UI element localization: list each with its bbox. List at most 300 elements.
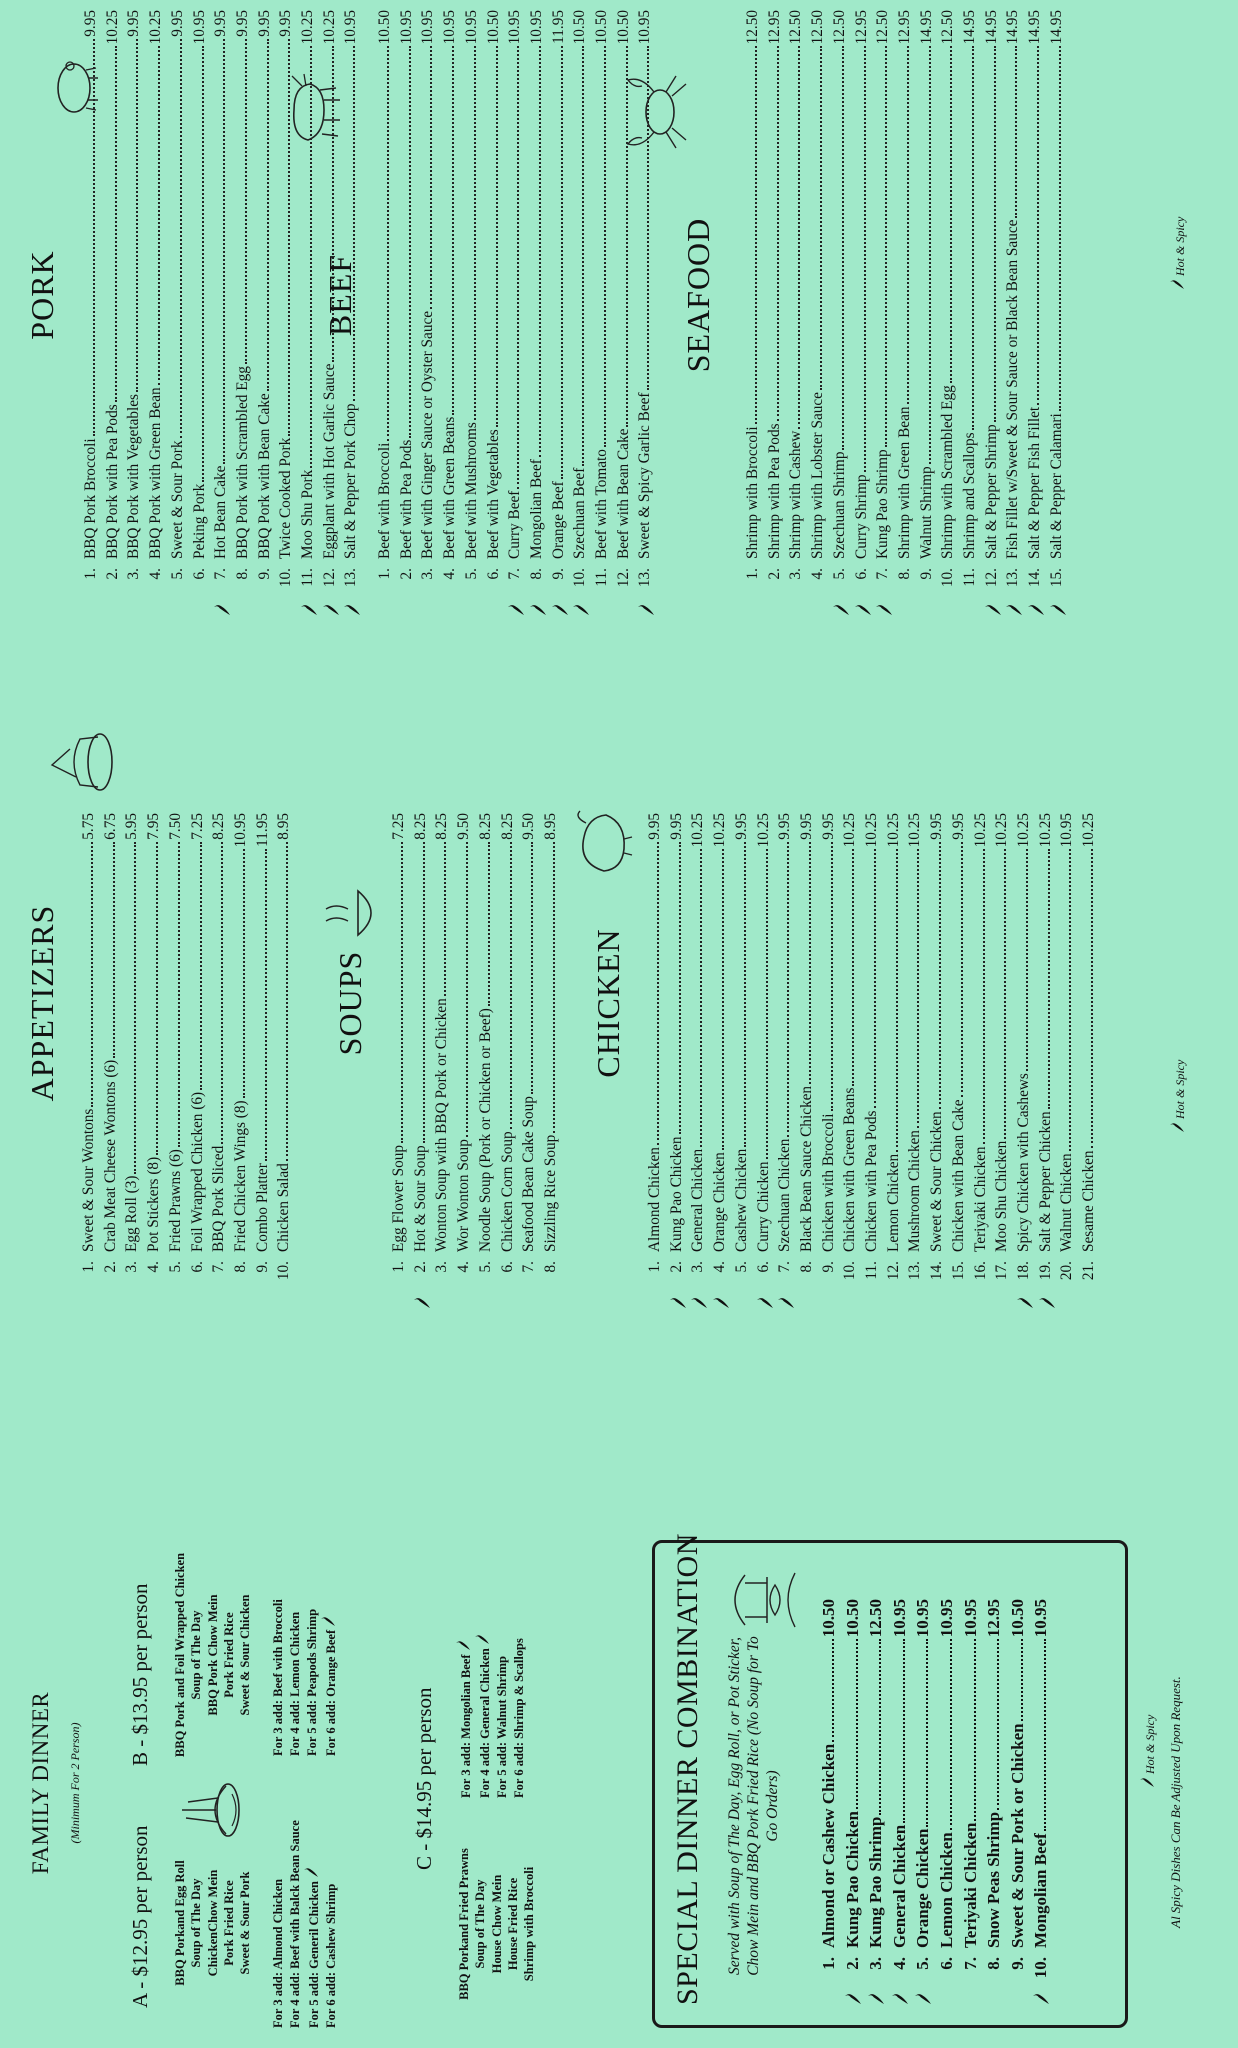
menu-item-name: Kung Pao Shrimp — [874, 449, 892, 559]
dot-leader — [700, 849, 702, 1146]
menu-item-price: 10.50 — [1007, 1599, 1027, 1638]
chili-pepper-icon — [475, 1634, 489, 1645]
menu-item-name: Curry Beef — [506, 490, 524, 559]
dot-leader — [950, 1639, 952, 1830]
dot-leader — [832, 1639, 834, 1742]
menu-item-price: 10.95 — [342, 10, 360, 45]
menu-item-number: 11. — [593, 568, 611, 587]
dot-leader — [496, 46, 498, 427]
dot-leader — [91, 842, 93, 1107]
menu-item-number: 1. — [82, 568, 99, 580]
menu-item-number: 6. — [190, 568, 208, 580]
menu-item-name: Orange Chicken — [711, 1152, 729, 1252]
menu-item-price: 9.95 — [949, 813, 967, 840]
menu-item-price: 14.95 — [1004, 10, 1022, 45]
chili-pepper-icon — [1039, 1295, 1055, 1311]
menu-item-price: 10.25 — [1036, 813, 1054, 848]
menu-item-name: Sizzling Rice Soup — [541, 1134, 559, 1252]
menu-item-number: 2. — [397, 568, 415, 580]
menu-item-number: 8. — [541, 1261, 559, 1273]
appetizers-item — [230, 813, 252, 1283]
legend-hot-spicy-2 — [1170, 1060, 1188, 1133]
dot-leader — [777, 46, 779, 421]
pork-column — [0, 0, 1238, 590]
chili-pepper-icon — [508, 602, 524, 618]
special-dinner-item — [982, 1599, 1006, 1979]
dot-leader — [134, 842, 136, 1174]
beef-item — [504, 10, 526, 590]
menu-item-name: Hot & Sour Soup — [411, 1145, 429, 1252]
chili-pepper-icon — [845, 1991, 861, 2007]
chili-pepper-icon — [833, 602, 849, 618]
cake-stand-icon — [40, 727, 120, 797]
dot-leader — [744, 842, 746, 1147]
menu-item-number: 2. — [842, 1957, 862, 1970]
pork-item — [145, 10, 167, 590]
menu-item-name: Peking Pork — [190, 483, 208, 559]
chili-pepper-icon — [1140, 1777, 1154, 1788]
dot-leader — [286, 842, 288, 1161]
menu-item-price: 7.25 — [188, 813, 206, 840]
plan-b-add: For 3 add: Beef with Broccoli — [271, 1599, 285, 1756]
menu-item-number: 9. — [1007, 1957, 1027, 1970]
menu-item-name: Pot Stickers (8) — [145, 1156, 163, 1252]
soups-item — [518, 813, 540, 1283]
menu-item-number: 5. — [476, 1261, 494, 1273]
chili-pepper-icon — [1170, 1122, 1184, 1133]
seafood-title: SEAFOOD — [680, 217, 716, 373]
seafood-item — [785, 10, 807, 590]
plan-a-items — [172, 1818, 253, 2028]
special-dinner-title: SPECIAL DINNER COMBINATION — [671, 1533, 704, 2005]
menu-item-name: Chicken with Broccoli — [819, 1113, 837, 1252]
menu-item-name: Sweet & Sour Pork — [168, 440, 186, 559]
special-dinner-item — [911, 1599, 935, 1979]
menu-item-name: Szechuan Shrimp — [830, 451, 848, 559]
dot-leader — [561, 46, 563, 479]
soups-item — [410, 813, 432, 1283]
chicken-item — [926, 813, 948, 1283]
appetizers-item — [273, 813, 295, 1283]
menu-item-price: 10.95 — [936, 1599, 956, 1638]
chili-pepper-icon — [1050, 602, 1066, 618]
menu-item-number: 12. — [320, 568, 338, 588]
menu-item-name: Fried Prawns (6) — [166, 1149, 184, 1252]
seafood-item — [916, 10, 938, 590]
menu-item-name: BBQ Pork with Scrambled Egg — [233, 366, 251, 559]
menu-item-name: Salt & Pepper Pork Chop — [342, 403, 360, 559]
menu-item-price: 10.25 — [906, 813, 924, 848]
seafood-item — [872, 10, 894, 590]
legend-hot-spicy-text: Hot & Spicy — [1173, 216, 1187, 276]
menu-item-price: 14.95 — [961, 10, 979, 45]
menu-item-number: 7. — [210, 1261, 228, 1273]
menu-item-number: 6. — [754, 1261, 772, 1273]
special-dinner-item — [1029, 1599, 1053, 1979]
menu-item-number: 11. — [961, 568, 979, 587]
dot-leader — [974, 1639, 976, 1820]
chili-pepper-icon — [892, 1991, 908, 2007]
plan-a-add: For 3 add: Almond Chicken — [271, 1878, 285, 2028]
plan-a-add — [304, 1788, 323, 2028]
menu-item-name: BBQ Pork Broccoli — [82, 438, 99, 559]
dot-leader — [156, 842, 158, 1155]
spicy-adjust-note: Al Spicy Dishes Can Be Adjusted Upon Request. — [1168, 1676, 1183, 1928]
menu-item-number: 12. — [982, 568, 1000, 588]
plan-c-items — [456, 1824, 537, 2024]
menu-item-price: 8.25 — [411, 813, 429, 840]
menu-item-number: 3. — [123, 1261, 141, 1273]
menu-item-price: 14.95 — [917, 10, 935, 45]
seafood-item — [981, 10, 1003, 590]
menu-item-name: Chicken Corn Soup — [498, 1131, 516, 1252]
menu-item-price: 10.95 — [889, 1599, 909, 1638]
chili-pepper-icon — [323, 602, 339, 618]
pork-item — [102, 10, 124, 590]
menu-item-name: Kung Pao Shrimp — [866, 1816, 886, 1948]
menu-item-name: Sweet & Sour Pork or Chicken — [1007, 1723, 1027, 1948]
menu-item-price: 10.95 — [913, 1599, 933, 1638]
menu-item-number: 16. — [971, 1261, 989, 1281]
plan-c-item: House Chow Mein — [489, 1874, 504, 1974]
dot-leader — [488, 842, 490, 1006]
menu-item-name: Szechuan Beef — [571, 467, 589, 559]
menu-item-number: 13. — [636, 568, 654, 588]
plan-a-add: For 4 add: Beef with Balck Bean Sauce — [288, 1820, 302, 2028]
chicken-item — [687, 813, 709, 1283]
appetizers-item — [121, 813, 143, 1283]
menu-item-name: Twice Cooked Pork — [277, 437, 295, 559]
special-dinner-list — [817, 1599, 1053, 1979]
chili-pepper-icon — [214, 602, 230, 618]
menu-item-number: 3. — [125, 568, 143, 580]
menu-item-number: 8. — [797, 1261, 815, 1273]
chili-pepper-icon — [1170, 279, 1184, 290]
dot-leader — [243, 849, 245, 1098]
soups-item — [453, 813, 475, 1283]
menu-item-name: Curry Shrimp — [852, 474, 870, 559]
menu-item-number: 10. — [275, 1261, 293, 1281]
plan-a-adds — [270, 1788, 340, 2028]
menu-item-name: General Chicken — [689, 1148, 707, 1252]
chili-pepper-icon — [552, 602, 568, 618]
dot-leader — [1059, 46, 1061, 411]
menu-item-price: 10.95 — [190, 10, 208, 45]
menu-item-name: Wonton Soup with BBQ Pork or Chicken — [433, 998, 451, 1252]
menu-item-price: 10.95 — [1031, 1599, 1051, 1638]
chicken-item — [753, 813, 775, 1283]
menu-item-name: Chicken Salad — [275, 1163, 293, 1252]
menu-item-number: 8. — [231, 1261, 249, 1273]
menu-item-number: 2. — [103, 568, 121, 580]
dot-leader — [245, 39, 247, 364]
dot-leader — [517, 46, 519, 488]
menu-item-number: 7. — [776, 1261, 794, 1273]
menu-item-price: 10.25 — [299, 10, 317, 45]
menu-item-number: 18. — [1014, 1261, 1032, 1281]
menu-item-price: 10.25 — [147, 10, 165, 45]
menu-item-price: 12.50 — [744, 10, 761, 45]
dot-leader — [539, 46, 541, 457]
menu-item-name: Moo Shu Pork — [299, 469, 317, 559]
chicken-item — [883, 813, 905, 1283]
seafood-list — [742, 10, 1068, 590]
menu-item-name: Walnut Chicken — [1058, 1153, 1076, 1252]
menu-item-name: Kung Pao Chicken — [842, 1811, 862, 1948]
menu-item-number: 5. — [913, 1957, 933, 1970]
special-dinner-item — [888, 1599, 912, 1979]
menu-item-price: 9.95 — [82, 10, 99, 37]
appetizers-column — [0, 723, 1238, 1283]
menu-item-name: Chicken with Bean Cake — [949, 1099, 967, 1252]
chili-pepper-icon — [855, 602, 871, 618]
beef-list — [374, 10, 656, 590]
plan-c-label: C - $14.95 per person — [412, 1687, 436, 1870]
dot-leader — [907, 46, 909, 404]
menu-item-name: Cashew Chicken — [732, 1148, 750, 1252]
dot-leader — [809, 842, 811, 1084]
plan-c-item: Shrimp with Broccoli — [522, 1866, 537, 1982]
dot-leader — [820, 46, 822, 390]
menu-item-price: 10.95 — [1058, 813, 1076, 848]
menu-item-number: 6. — [188, 1261, 206, 1273]
menu-item-number: 13. — [906, 1261, 924, 1281]
menu-item-price: 11.95 — [253, 813, 271, 847]
soups-item — [431, 813, 453, 1283]
chili-pepper-icon — [1033, 1991, 1049, 2007]
plan-b-label: B - $13.95 per person — [128, 1583, 152, 1766]
dot-leader — [1091, 849, 1093, 1148]
seafood-item — [894, 10, 916, 590]
menu-item-number: 5. — [166, 1261, 184, 1273]
dot-leader — [874, 849, 876, 1108]
chicken-item — [796, 813, 818, 1283]
menu-item-name: Sweet & Sour Chicken — [928, 1111, 946, 1252]
menu-item-name: Chicken with Pea Pods — [863, 1110, 881, 1252]
beef-item — [569, 10, 591, 590]
menu-item-price: 14.95 — [982, 10, 1000, 45]
menu-item-name: Salt & Pepper Chicken — [1036, 1111, 1054, 1252]
chicken-item — [731, 813, 753, 1283]
seafood-item — [959, 10, 981, 590]
menu-item-number: 1. — [80, 1261, 97, 1273]
chicken-item — [818, 813, 840, 1283]
menu-item-name: Lemon Chicken — [936, 1832, 956, 1948]
menu-item-number: 12. — [614, 568, 632, 588]
menu-item-price: 10.50 — [593, 10, 611, 45]
menu-item-name: Beef with Vegetables — [484, 429, 502, 559]
dot-leader — [387, 46, 389, 440]
chili-pepper-icon — [304, 1867, 318, 1878]
menu-item-price: 7.50 — [166, 813, 184, 840]
menu-item-name: Orange Beef — [549, 481, 567, 559]
menu-item-number: 9. — [917, 568, 935, 580]
special-dinner-box — [652, 1533, 1128, 2028]
dot-leader — [202, 46, 204, 481]
plan-c-add — [456, 1538, 475, 1798]
menu-item-price: 8.25 — [433, 813, 451, 840]
pork-item — [232, 10, 254, 590]
menu-item-number: 2. — [411, 1261, 429, 1273]
menu-item-price: 10.95 — [419, 10, 437, 45]
menu-item-name: Lemon Chicken — [884, 1153, 902, 1252]
menu-item-name: Kung Pao Chicken — [667, 1136, 685, 1252]
menu-item-number: 8. — [984, 1957, 1004, 1970]
dot-leader — [553, 842, 555, 1133]
plan-b-add-text: For 6 add: Orange Beef — [324, 1629, 338, 1756]
chili-pepper-icon — [868, 1991, 884, 2007]
chicken-item — [1035, 813, 1057, 1283]
chicken-item — [839, 813, 861, 1283]
menu-item-price: 12.50 — [809, 10, 827, 45]
menu-item-price: 9.95 — [776, 813, 794, 840]
seafood-item — [1024, 10, 1046, 590]
legend-hot-spicy-text: Hot & Spicy — [1143, 1714, 1157, 1774]
special-dinner-item — [935, 1599, 959, 1979]
plan-b-add — [321, 1526, 340, 1756]
appetizers-list — [78, 813, 295, 1283]
menu-item-number: 9. — [255, 568, 273, 580]
plan-a-add: For 6 add: Cashew Shrimp — [324, 1883, 338, 2028]
menu-item-name: Orange Chicken — [913, 1828, 933, 1948]
dot-leader — [1069, 849, 1071, 1151]
dot-leader — [997, 1639, 999, 1810]
dot-leader — [221, 842, 223, 1144]
appetizers-item — [100, 813, 122, 1283]
menu-item-name: Teriyaki Chicken — [971, 1146, 989, 1252]
beef-title: BEEF — [322, 253, 358, 337]
chili-pepper-icon — [456, 1640, 470, 1651]
menu-item-name: Chicken with Green Beans — [841, 1087, 859, 1252]
menu-item-price: 10.50 — [376, 10, 393, 45]
chicken-item — [666, 813, 688, 1283]
appetizers-title: APPETIZERS — [24, 904, 60, 1102]
chicken-item — [709, 813, 731, 1283]
dot-leader — [939, 842, 941, 1110]
menu-item-number: 13. — [1004, 568, 1022, 588]
menu-item-number: 20. — [1058, 1261, 1076, 1281]
appetizers-item — [78, 813, 100, 1283]
dot-leader — [223, 39, 225, 464]
plan-c-add: For 5 add: Walnut Shrimp — [495, 1656, 509, 1798]
menu-item-price: 10.25 — [1080, 813, 1098, 848]
pork-title: PORK — [24, 250, 60, 340]
menu-item-price: 5.95 — [123, 813, 141, 840]
dot-leader — [466, 842, 468, 1137]
menu-item-number: 3. — [419, 568, 437, 580]
dot-leader — [604, 46, 606, 447]
dot-leader — [1026, 849, 1028, 1071]
dot-leader — [1021, 1639, 1023, 1721]
special-dinner-item — [864, 1599, 888, 1979]
menu-item-price: 14.95 — [1047, 10, 1065, 45]
pork-item — [189, 10, 211, 590]
dot-leader — [994, 46, 996, 422]
menu-item-name: Salt & Pepper Calamari — [1047, 413, 1065, 559]
menu-item-name: Shrimp with Green Bean — [895, 406, 913, 559]
appetizers-item — [165, 813, 187, 1283]
menu-item-price: 9.95 — [646, 813, 663, 840]
menu-item-price: 7.25 — [390, 813, 407, 840]
chili-pepper-icon — [530, 602, 546, 618]
menu-item-price: 10.50 — [819, 1599, 838, 1638]
plan-b-items — [172, 1530, 253, 1780]
menu-item-number: 6. — [936, 1957, 956, 1970]
menu-item-number: 4. — [889, 1957, 909, 1970]
dot-leader — [200, 842, 202, 1090]
beef-item — [417, 10, 439, 590]
menu-item-name: Egg Flower Soup — [390, 1144, 407, 1252]
special-dinner-item — [959, 1599, 983, 1979]
chicken-item — [774, 813, 796, 1283]
menu-item-name: Szechuan Chicken — [776, 1138, 794, 1252]
menu-item-number: 7. — [520, 1261, 538, 1273]
menu-item-name: Shrimp with Scrambled Egg — [939, 385, 957, 559]
menu-item-number: 5. — [830, 568, 848, 580]
menu-item-number: 7. — [212, 568, 230, 580]
chicken-item — [1078, 813, 1100, 1283]
menu-item-price: 7.95 — [145, 813, 163, 840]
menu-item-name: Walnut Shrimp — [917, 466, 935, 559]
dot-leader — [136, 39, 138, 392]
menu-item-name: Shrimp with Cashew — [787, 430, 805, 559]
menu-item-price: 9.95 — [233, 10, 251, 37]
chicken-item — [970, 813, 992, 1283]
pork-item — [167, 10, 189, 590]
dot-leader — [787, 842, 789, 1137]
menu-item-name: Beef with Mushrooms — [462, 422, 480, 559]
menu-item-name: Snow Peas Shrimp — [984, 1811, 1004, 1948]
menu-item-number: 4. — [441, 568, 459, 580]
menu-item-name: Shrimp with Pea Pods — [765, 423, 783, 559]
chili-pepper-icon — [670, 1295, 686, 1311]
pagoda-scene-icon — [715, 1565, 805, 1635]
menu-item-price: 10.95 — [462, 10, 480, 45]
plan-b-item: Soup of The Day — [189, 1610, 204, 1700]
chili-pepper-icon — [1006, 602, 1022, 618]
menu-item-name: BBQ Pork with Green Bean — [147, 387, 165, 559]
menu-item-number: 12. — [884, 1261, 902, 1281]
menu-item-price: 10.95 — [397, 10, 415, 45]
dot-leader — [401, 842, 403, 1143]
dot-leader — [1037, 46, 1039, 404]
plan-a-item: Pork Fried Rice — [221, 1880, 236, 1966]
chili-pepper-icon — [1028, 602, 1044, 618]
menu-item-number: 1. — [744, 568, 761, 580]
menu-item-name: General Chicken — [889, 1824, 909, 1948]
menu-item-number: 14. — [1026, 568, 1044, 588]
seafood-item — [829, 10, 851, 590]
menu-item-price: 10.25 — [863, 813, 881, 848]
menu-item-price: 10.25 — [320, 10, 338, 45]
menu-item-number: 6. — [852, 568, 870, 580]
menu-item-price: 10.95 — [527, 10, 545, 45]
dot-leader — [961, 842, 963, 1098]
beef-item — [548, 10, 570, 590]
dot-leader — [510, 842, 512, 1130]
plan-a-item: Sweet & Sour Pork — [238, 1871, 253, 1975]
beef-item — [483, 10, 505, 590]
menu-item-price: 10.25 — [711, 813, 729, 848]
menu-item-number: 7. — [960, 1957, 980, 1970]
special-dinner-item — [1006, 1599, 1030, 1979]
dot-leader — [113, 842, 115, 1058]
menu-item-price: 10.50 — [614, 10, 632, 45]
seafood-item — [807, 10, 829, 590]
menu-item-name: Mushroom Chicken — [906, 1130, 924, 1252]
chicken-item — [904, 813, 926, 1283]
menu-item-number: 11. — [863, 1261, 881, 1280]
